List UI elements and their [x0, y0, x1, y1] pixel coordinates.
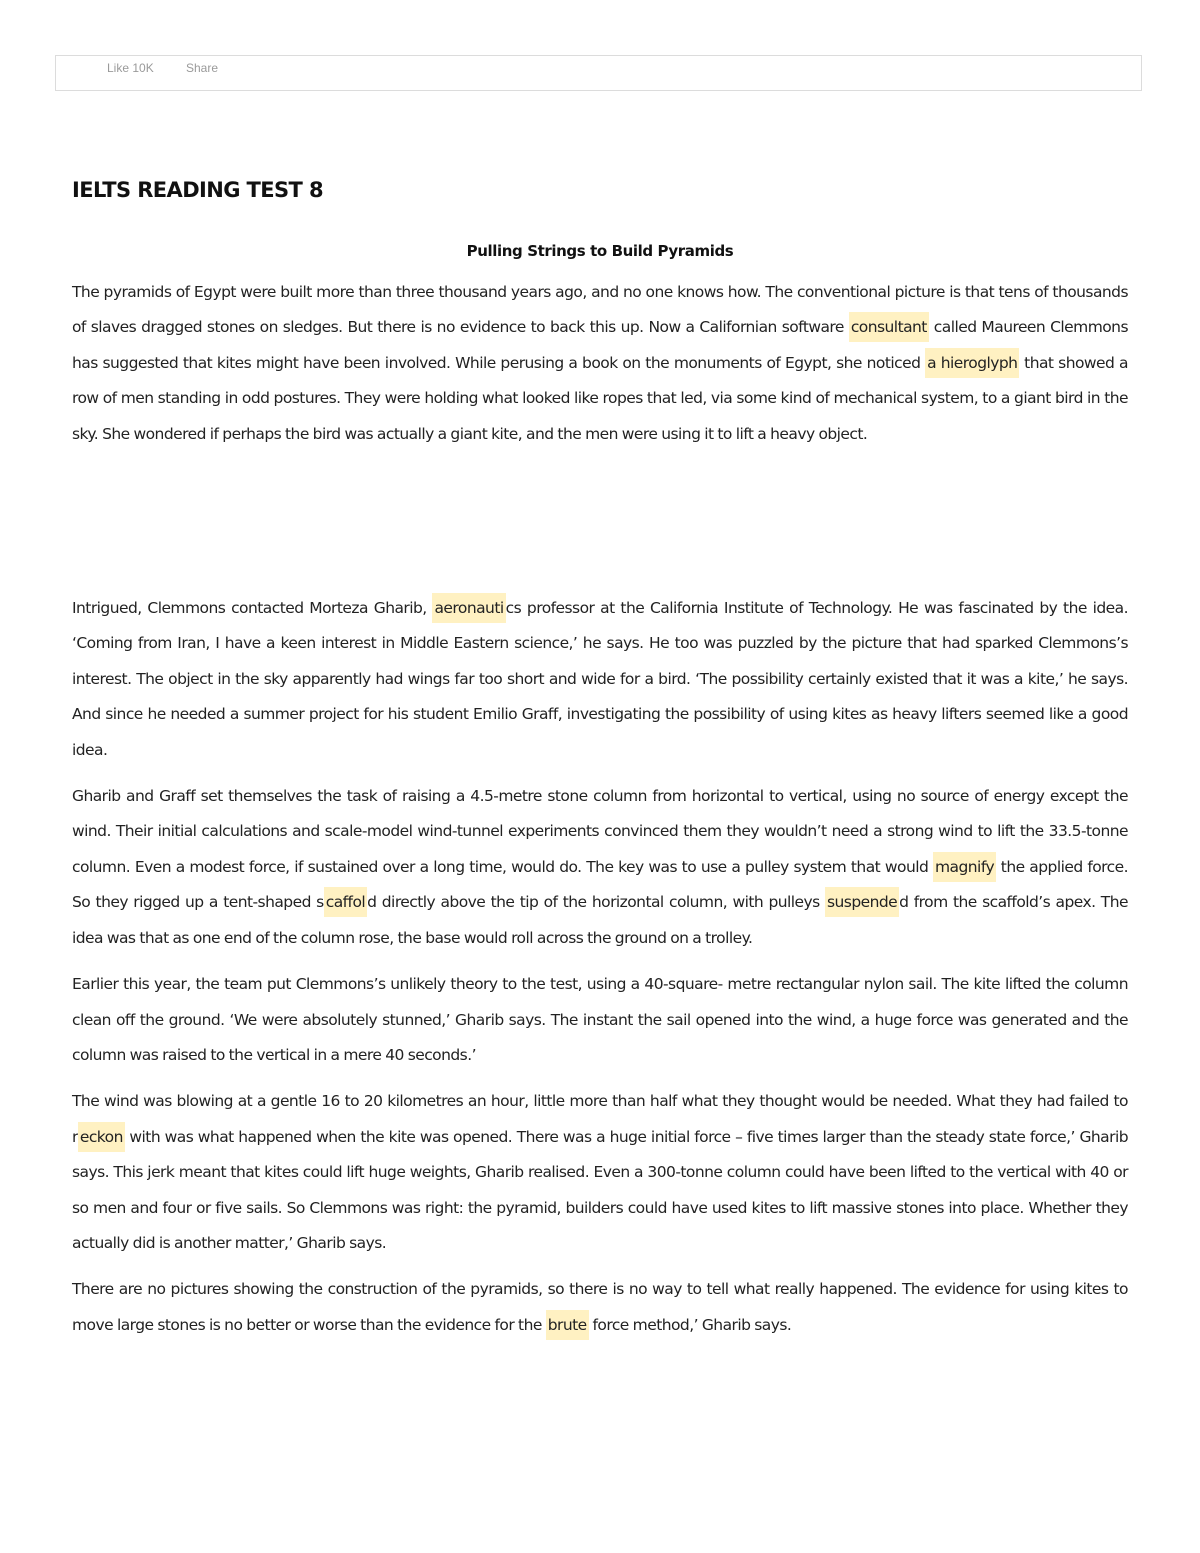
paragraph [72, 1084, 1128, 1261]
highlighted-word: caffol [324, 887, 367, 917]
paragraph-text: cs professor at the California Institute of Technology. He was fascinated by the idea. ‘Coming from Iran, I have a keen interest in Middle Eastern science,’ he says. He too was puzzled by the picture that had sparked Clemmons’s interest. The object in the sky apparently had wings far too short and wide for a bird. ‘The possibility certainly existed that it was a kite,’ he says. And since he needed a summer project for his student Emilio Graff, investigating the possibility of using kites as heavy lifters seemed like a good idea. [72, 599, 1128, 759]
highlighted-word: eckon [78, 1122, 125, 1152]
paragraph [72, 779, 1128, 956]
document-body [72, 174, 1128, 1354]
paragraph-text: that showed a row of men standing in odd postures. They were holding what looked like ropes that led, via some kind of mechanical system, to a giant bird in the sky. She wondered if perhaps the bird was actually a giant kite, and the men were using it to lift a heavy object. [72, 353, 1128, 443]
highlighted-word: suspende [825, 887, 899, 917]
paragraph-text: the applied force. So they rigged up a tent-shaped s [72, 857, 1128, 912]
social-share-bar [55, 55, 1142, 91]
passage-title: Pulling Strings to Build Pyramids [466, 242, 734, 260]
page-title: IELTS READING TEST 8 [72, 178, 324, 202]
highlighted-word: a hieroglyph [925, 348, 1019, 378]
paragraph [72, 1272, 1128, 1343]
paragraph-text: force method,’ Gharib says. [588, 1315, 792, 1334]
blank-space [72, 463, 1128, 591]
highlighted-word: magnify [933, 852, 996, 882]
paragraph-text: There are no pictures showing the construction of the pyramids, so there is no way to tell what really happened. The evidence for using kites to move large stones is no better or worse than the evidence for the [72, 1280, 1128, 1334]
paragraph-text: Gharib and Graff set themselves the task of raising a 4.5-metre stone column from horizontal to vertical, using no source of energy except the wind. Their initial calculations and scale-model wind-tunnel experiments convinced them they wouldn’t need a strong wind to lift the 33.5-tonne column. Even a modest force, if sustained over a long time, would do. The key was to use a pulley system that would [72, 787, 1128, 876]
paragraph-text: The pyramids of Egypt were built more than three thousand years ago, and no one knows how. The conventional picture is that tens of thousands of slaves dragged stones on sledges. But there is no evidence to back this up. Now a Californian software [72, 283, 1128, 337]
paragraph [72, 275, 1128, 452]
like-button[interactable]: Like 10K [107, 61, 154, 75]
paragraph [72, 967, 1128, 1073]
paragraph-text: called Maureen Clemmons has suggested that kites might have been involved. While perusing a book on the monuments of Egypt, she noticed [72, 318, 1128, 372]
paragraph-text: Earlier this year, the team put Clemmons’s unlikely theory to the test, using a 40-square- metre rectangular nylon sail. The kite lifted the column clean off the ground. ‘We were absolutely stunned,’ Gharib says. The instant the sail opened into the wind, a huge force was generated and the column was raised to the vertical in a mere 40 seconds.’ [72, 975, 1128, 1064]
paragraph [72, 591, 1128, 768]
paragraph-text: Intrigued, Clemmons contacted Morteza Gharib, [72, 599, 433, 618]
highlighted-word: brute [546, 1310, 589, 1340]
highlighted-word: consultant [849, 312, 929, 342]
share-button[interactable]: Share [186, 61, 219, 75]
paragraph-text: d from the scaffold’s apex. The idea was that as one end of the column rose, the base would roll across the ground on a trolley. [72, 893, 1128, 947]
paragraph-text: d directly above the tip of the horizontal column, with pulleys [367, 893, 825, 912]
paragraph-text: The wind was blowing at a gentle 16 to 20 kilometres an hour, little more than half what they thought would be needed. What they had failed to r [72, 1092, 1128, 1146]
paragraph-text: with was what happened when the kite was opened. There was a huge initial force – five times larger than the steady state force,’ Gharib says. This jerk meant that kites could lift huge weights, Gharib realised. Even a 300-tonne column could have been lifted to the vertical with 40 or so men and four or five sails. So Clemmons was right: the pyramid, builders could have used kites to lift massive stones into place. Whether they actually did is another matter,’ Gharib says. [72, 1127, 1128, 1252]
highlighted-word: aeronauti [432, 593, 505, 623]
